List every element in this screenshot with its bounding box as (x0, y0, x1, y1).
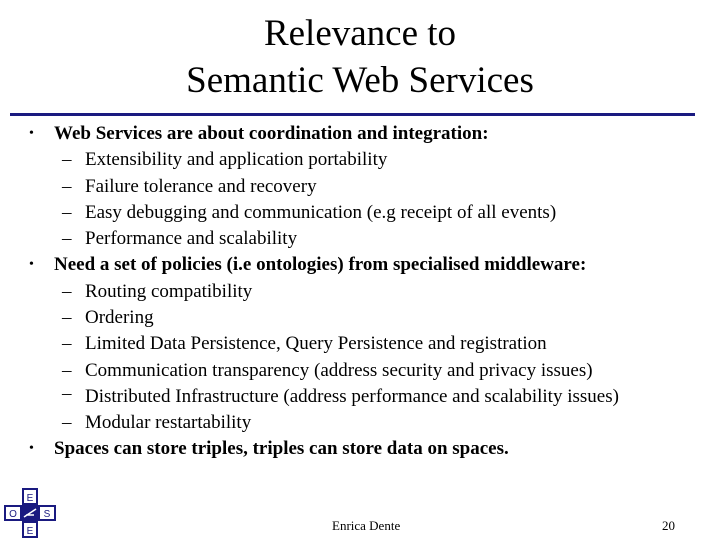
sub-bullet-dash: – (62, 280, 72, 302)
slide-title (0, 10, 720, 104)
sub-bullet (0, 410, 720, 436)
bullet-text: Spaces can store triples, triples can store data on spaces. (54, 438, 509, 460)
title-divider (10, 113, 695, 116)
sub-bullet-dash: – (62, 307, 72, 329)
sub-bullet-dash: – (62, 333, 72, 355)
bullet-2 (0, 252, 720, 278)
bullet-dot: • (29, 257, 34, 273)
sub-bullet (0, 305, 720, 331)
sub-bullet (0, 174, 720, 200)
sub-bullet-dash: – (62, 382, 72, 404)
logo-letter-left: O (9, 509, 17, 520)
sub-bullet (0, 226, 720, 252)
footer-author: Enrica Dente (332, 518, 401, 533)
page-number: 20 (662, 518, 675, 533)
sub-bullet-text: Performance and scalability (85, 228, 298, 250)
sub-bullet (0, 200, 720, 226)
bullet-1 (0, 121, 720, 147)
logo-letter-top: E (26, 493, 34, 504)
sub-bullet-text: Extensibility and application portability (85, 149, 388, 171)
slide-body (0, 121, 720, 463)
sub-bullet-dash: – (62, 228, 72, 250)
logo-letter-right: S (43, 509, 51, 520)
sub-bullet-text: Modular restartability (85, 411, 252, 433)
sub-bullet-dash: – (62, 149, 72, 171)
bullet-dot: • (29, 126, 34, 141)
sub-bullet-dash: – (62, 175, 72, 197)
logo-letter-bottom: E (26, 526, 34, 537)
sub-bullet-text: Limited Data Persistence, Query Persistence and registration (85, 333, 547, 355)
sub-bullet-text: Easy debugging and communication (e.g receipt of all events) (85, 201, 557, 223)
slide-title-line-2: Semantic Web Services (186, 60, 534, 101)
sub-bullet-text: Ordering (85, 307, 154, 329)
bullet-dot: • (29, 441, 34, 457)
sub-bullet (0, 331, 720, 357)
slide-title-line-1: Relevance to (263, 13, 457, 54)
sub-bullet-dash: – (62, 359, 72, 381)
sub-bullet-text: Routing compatibility (85, 280, 253, 302)
sub-bullet (0, 279, 720, 305)
bullet-3 (0, 436, 720, 462)
sub-bullet-dash: – (62, 201, 72, 223)
bullet-text: Web Services are about coordination and integration: (54, 123, 489, 144)
eseo-logo (2, 488, 58, 538)
sub-bullet (0, 358, 720, 384)
sub-bullet (0, 384, 665, 410)
sub-bullet (0, 147, 720, 173)
sub-bullet-text: Communication transparency (address security and privacy issues) (85, 359, 593, 381)
sub-bullet-text: Distributed Infrastructure (address performance and scalability issues) (85, 385, 619, 407)
sub-bullet-text: Failure tolerance and recovery (85, 175, 317, 197)
bullet-text: Need a set of policies (i.e ontologies) from specialised middleware: (54, 254, 587, 276)
sub-bullet-dash: – (62, 411, 72, 433)
